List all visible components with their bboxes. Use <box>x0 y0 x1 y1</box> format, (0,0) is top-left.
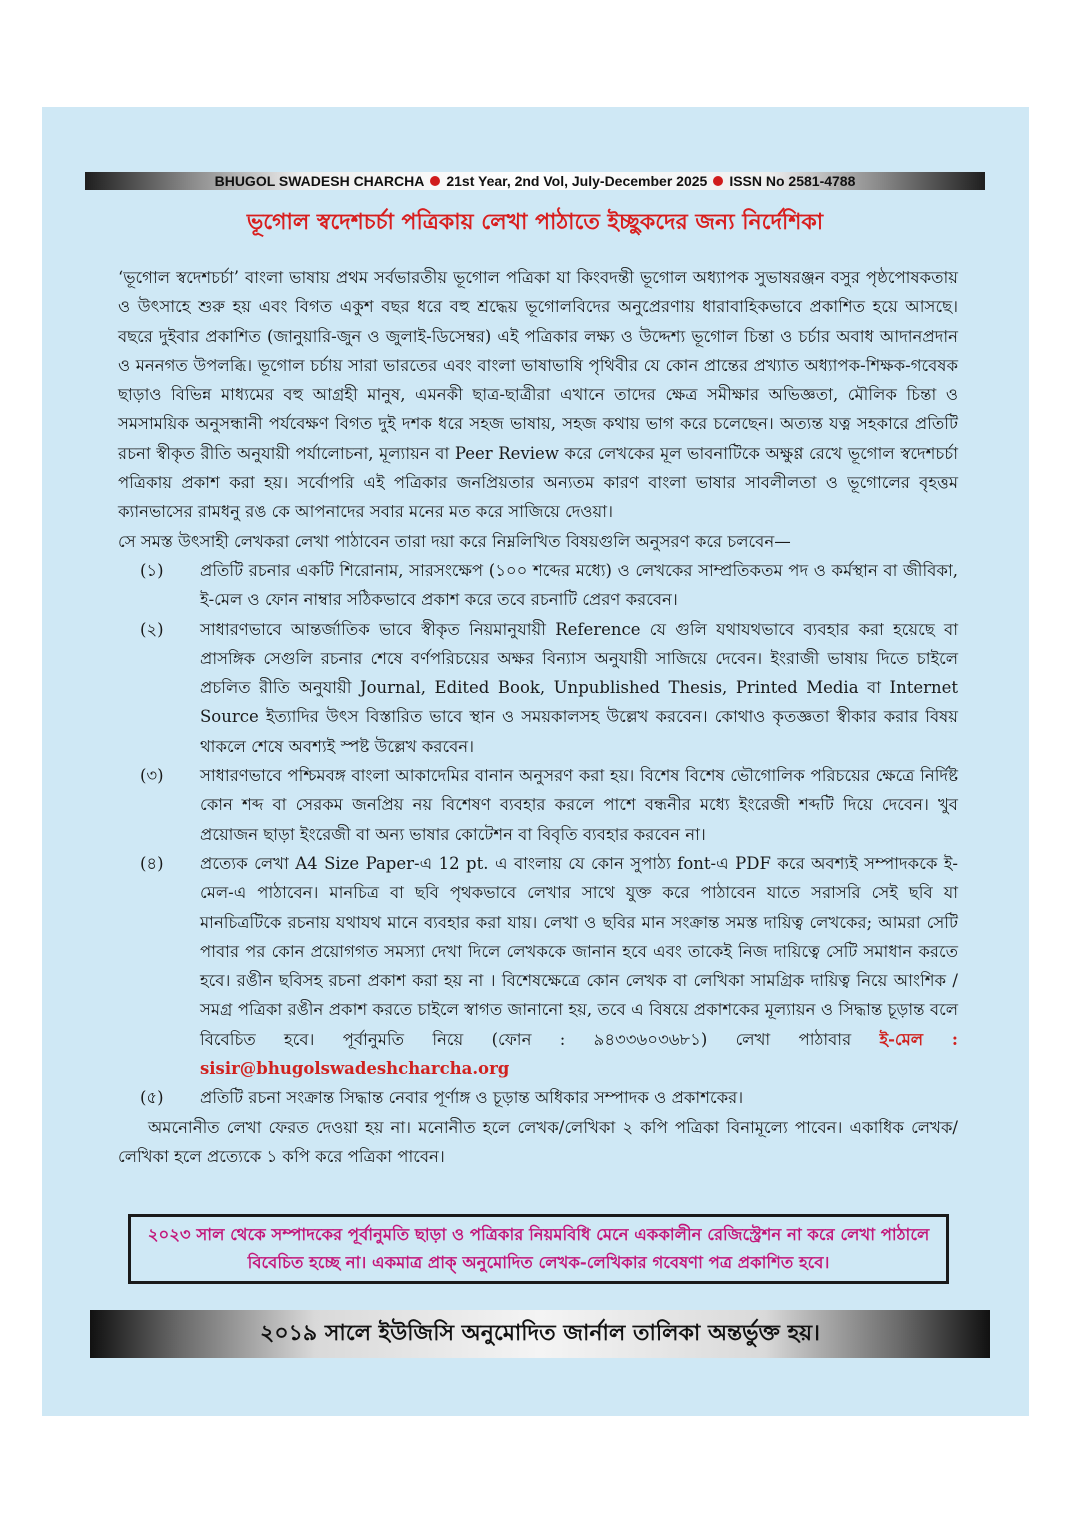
ugc-footer-bar <box>90 1310 990 1358</box>
item-number: (৫) <box>140 1088 164 1108</box>
page-title: ভূগোল স্বদেশচর্চা পত্রিকায় লেখা পাঠাতে ইচ্ছুকদের জন্য নির্দেশিকা <box>246 209 824 235</box>
bullet-dot-icon <box>713 176 723 186</box>
item-text: সাধারণভাবে পশ্চিমবঙ্গ বাংলা আকাদেমির বানান অনুসরণ করা হয়। বিশেষ বিশেষ ভৌগোলিক পরিচয়ের ক্ষেত্রে নির্দিষ্ট কোন শব্দ বা সেরকম জনপ্রিয় নয় বিশেষণ ব্যবহার করলে পাশে বন্ধনীর মধ্যে ইংরেজী শব্দটি দিয়ে দেবেন। খুব প্রয়োজন ছাড়া ইংরেজী বা অন্য ভাষার কোটেশন বা বিবৃতি ব্যবহার করবেন না। <box>200 766 958 844</box>
list-item <box>118 761 958 849</box>
notice-text: ২০২৩ সাল থেকে সম্পাদকের পূর্বানুমতি ছাড়া ও পত্রিকার নিয়মবিধি মেনে এককালীন রেজিস্ট্রেশন না করে লেখা পাঠালে বিবেচিত হচ্ছে না। একমাত্র প্রাক্ অনুমোদিত লেখক-লেখিকার গবেষণা পত্র প্রকাশিত হবে। <box>147 1225 930 1272</box>
item-number: (৪) <box>140 853 164 873</box>
footer-text: ২০১৯ সালে ইউজিসি অনুমোদিত জার্নাল তালিকা অন্তর্ভুক্ত হয়। <box>260 1319 820 1346</box>
lead-line: সে সমস্ত উৎসাহী লেখকরা লেখা পাঠাবেন তারা দয়া করে নিম্নলিখিত বিষয়গুলি অনুসরণ করে চলবেন— <box>118 531 791 551</box>
item-number: (১) <box>140 560 164 580</box>
list-item <box>118 1083 958 1112</box>
journal-issn: ISSN No 2581-4788 <box>729 173 856 189</box>
closing-paragraph: অমনোনীত লেখা ফেরত দেওয়া হয় না। মনোনীত হলে লেখক/লেখিকা ২ কপি পত্রিকা বিনামূল্যে পাবেন। একাধিক লেখক/লেখিকা হলে প্রত্যেকে ১ কপি করে পত্রিকা পাবেন। <box>118 1117 958 1166</box>
registration-notice <box>128 1214 949 1284</box>
item-text: প্রতিটি রচনা সংক্রান্ত সিদ্ধান্ত নেবার পূর্ণাঙ্গ ও চূড়ান্ত অধিকার সম্পাদক ও প্রকাশকের। <box>200 1088 744 1108</box>
item-number: (৩) <box>140 766 164 786</box>
bullet-dot-icon <box>430 176 440 186</box>
journal-edition: 21st Year, 2nd Vol, July-December 2025 <box>446 173 708 189</box>
intro-paragraph: ‘ভূগোল স্বদেশচর্চা’ বাংলা ভাষায় প্রথম সর্বভারতীয় ভূগোল পত্রিকা যা কিংবদন্তী ভূগোল অধ্যাপক সুভাষরঞ্জন বসুর পৃষ্ঠপোষকতায় ও উৎসাহে শুরু হয় এবং বিগত একুশ বছর ধরে বহু শ্রদ্ধেয় ভূগোলবিদের অনুপ্রেরণায় ধারাবাহিকভাবে প্রকাশিত হয়ে আসছে। বছরে দুইবার প্রকাশিত (জানুয়ারি-জুন ও জুলাই-ডিসেম্বর) এই পত্রিকার লক্ষ্য ও উদ্দেশ্য ভূগোল চিন্তা ও চর্চার অবাধ আদানপ্রদান ও মননগত উপলব্ধি। ভূগোল চর্চায় সারা ভারতের এবং বাংলা ভাষাভাষি পৃথিবীর যে কোন প্রান্তের প্রখ্যাত অধ্যাপক-শিক্ষক-গবেষক ছাড়াও বিভিন্ন মাধ্যমের বহু আগ্রহী মানুষ, এমনকী ছাত্র-ছাত্রীরা এখানে তাদের ক্ষেত্র সমীক্ষার অভিজ্ঞতা, মৌলিক চিন্তা ও সমসাময়িক অনুসন্ধানী পর্যবেক্ষণ বিগত দুই দশক ধরে সহজ ভাষায়, সহজ কথায় ভাগ করে চলেছেন। অত্যন্ত যত্ন সহকারে প্রতিটি রচনা স্বীকৃত রীতি অনুযায়ী পর্যালোচনা, মূল্যায়ন বা Peer Review করে লেখকের মূল ভাবনাটিকে অক্ষুণ্ণ রেখে ভূগোল স্বদেশচর্চা পত্রিকায় প্রকাশ করা হয়। সর্বোপরি এই পত্রিকার জনপ্রিয়তার অন্যতম কারণ বাংলা ভাষার সাবলীলতা ও ভূগোলের বৃহত্তম ক্যানভাসের রামধনু রঙ কে আপনাদের সবার মনের মত করে সাজিয়ে দেওয়া। <box>118 268 958 522</box>
item-text-container <box>200 849 958 1083</box>
guidelines-body <box>118 263 958 1171</box>
email-link[interactable]: ই-মেল : sisir@bhugolswadeshcharcha.org <box>200 1029 958 1079</box>
list-item <box>118 849 958 1083</box>
list-item <box>118 556 958 615</box>
item-text: প্রত্যেক লেখা A4 Size Paper-এ 12 pt. এ বাংলায় যে কোন সুপাঠ্য font-এ PDF করে অবশ্যই সম্পাদককে ই-মেল-এ পাঠাবেন। মানচিত্র বা ছবি পৃথকভাবে লেখার সাথে যুক্ত করে পাঠাবেন যাতে সরাসরি সেই ছবি যা মানচিত্রটিকে রচনায় যথাযথ মানে ব্যবহার করা যায়। লেখা ও ছবির মান সংক্রান্ত সমস্ত দায়িত্ব লেখকের; আমরা সেটি পাবার পর কোন প্রয়োগগত সমস্যা দেখা দিলে লেখককে জানান হবে এবং তাকেই নিজ দায়িত্বে সেটি সমাধান করতে হবে। রঙীন ছবিসহ রচনা প্রকাশ করা হয় না । বিশেষক্ষেত্রে কোন লেখক বা লেখিকা সামগ্রিক দায়িত্ব নিয়ে আংশিক /সমগ্র পত্রিকা রঙীন প্রকাশ করতে চাইলে স্বাগত জানানো হয়, তবে এ বিষয়ে প্রকাশকের মূল্যায়ন ও সিদ্ধান্ত চূড়ান্ত বলে বিবেচিত হবে। পূর্বানুমতি নিয়ে (ফোন : ৯৪৩৩৬০৩৬৮১) লেখা পাঠাবার <box>200 853 958 1049</box>
item-text: প্রতিটি রচনার একটি শিরোনাম, সারসংক্ষেপ (১০০ শব্দের মধ্যে) ও লেখকের সাম্প্রতিকতম পদ ও কর্মস্থান বা জীবিকা, ই-মেল ও ফোন নাম্বার সঠিকভাবে প্রকাশ করে তবে রচনাটি প্রেরণ করবেন। <box>200 560 958 610</box>
list-item <box>118 615 958 761</box>
item-text: সাধারণভাবে আন্তর্জাতিক ভাবে স্বীকৃত নিয়মানুযায়ী Reference যে গুলি যথাযথভাবে ব্যবহার করা হয়েছে বা প্রাসঙ্গিক সেগুলি রচনার শেষে বর্ণপরিচয়ের অক্ষর বিন্যাস অনুযায়ী সাজিয়ে দেবেন। ইংরাজী ভাষায় দিতে চাইলে প্রচলিত রীতি অনুযায়ী Journal, Edited Book, Unpublished Thesis, Printed Media বা Internet Source ইত্যাদির উৎস বিস্তারিত ভাবে স্থান ও সময়কালসহ উল্লেখ করবেন। কোথাও কৃতজ্ঞতা স্বীকার করার বিষয় থাকলে শেষে অবশ্যই স্পষ্ট উল্লেখ করবেন। <box>200 619 958 756</box>
item-number: (২) <box>140 619 164 639</box>
journal-header-bar <box>85 172 985 190</box>
journal-name: BHUGOL SWADESH CHARCHA <box>214 173 425 189</box>
